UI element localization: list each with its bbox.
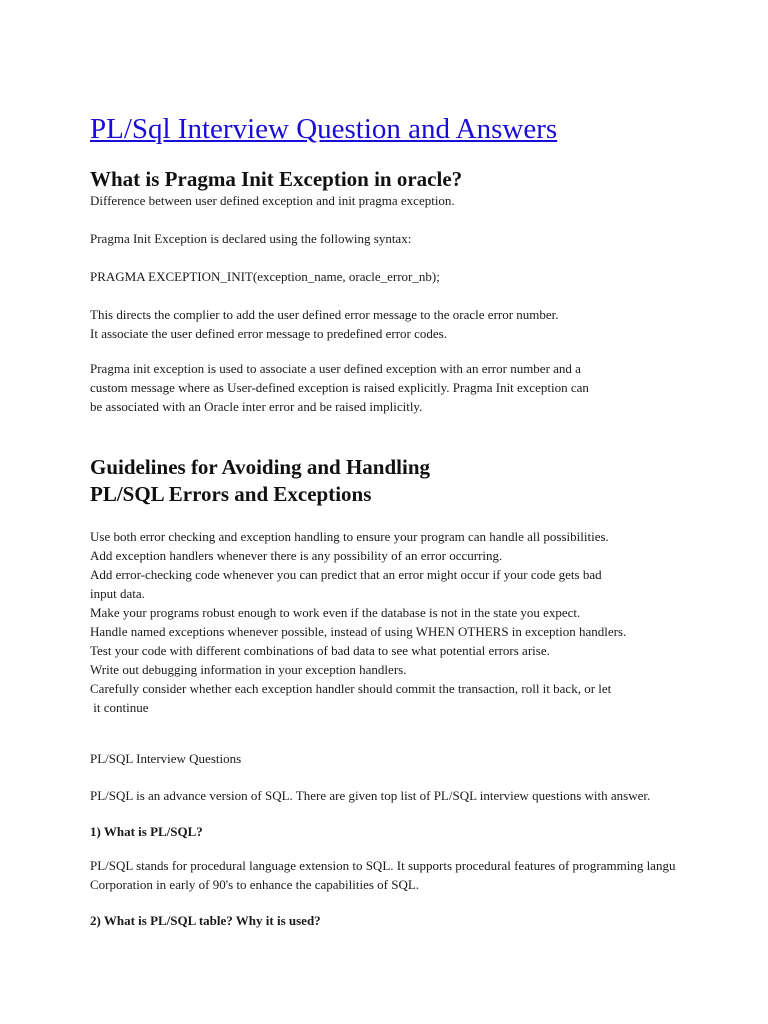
section-heading-guidelines (90, 454, 430, 508)
text-line: Pragma init exception is used to associate a user defined exception with an error number and a (90, 361, 581, 376)
guideline-line: Write out debugging information in your exception handlers. (90, 662, 407, 677)
guideline-line: Make your programs robust enough to work even if the database is not in the state you expect. (90, 605, 581, 620)
question-1: 1) What is PL/SQL? (90, 824, 203, 839)
question-2: 2) What is PL/SQL table? Why it is used? (90, 913, 321, 928)
guideline-line: Add exception handlers whenever there is any possibility of an error occurring. (90, 548, 503, 563)
text-line: It associate the user defined error message to predefined error codes. (90, 326, 447, 341)
section-heading-pragma: What is Pragma Init Exception in oracle? (90, 167, 463, 191)
section-label-interview-questions: PL/SQL Interview Questions (90, 751, 242, 766)
document-page (90, 0, 768, 1024)
paragraph-syntax: PRAGMA EXCEPTION_INIT(exception_name, oracle_error_nb); (90, 269, 440, 284)
text-line: custom message where as User-defined exception is raised explicitly. Pragma Init exception can (90, 380, 589, 395)
guidelines-list (90, 527, 626, 717)
paragraph-directs (90, 305, 559, 343)
text-line: PL/SQL stands for procedural language extension to SQL. It supports procedural features of programming langu (90, 858, 676, 873)
guideline-line: Use both error checking and exception handling to ensure your program can handle all possibilities. (90, 529, 609, 544)
paragraph-pragma-init (90, 359, 589, 416)
guideline-line: Handle named exceptions whenever possible, instead of using WHEN OTHERS in exception handlers. (90, 624, 627, 639)
guideline-line: Add error-checking code whenever you can predict that an error might occur if your code gets bad (90, 567, 602, 582)
text-line: be associated with an Oracle inter error and be raised implicitly. (90, 399, 423, 414)
text-line: This directs the complier to add the user defined error message to the oracle error number. (90, 307, 559, 322)
guideline-line: it continue (90, 700, 149, 715)
guideline-line: Carefully consider whether each exception handler should commit the transaction, roll it back, or let (90, 681, 612, 696)
guideline-line: input data. (90, 586, 145, 601)
paragraph-syntax-intro: Pragma Init Exception is declared using the following syntax: (90, 231, 412, 246)
paragraph-intro: PL/SQL is an advance version of SQL. There are given top list of PL/SQL interview questions with answer. (90, 788, 651, 803)
paragraph-difference: Difference between user defined exception and init pragma exception. (90, 193, 455, 208)
heading-line: PL/SQL Errors and Exceptions (90, 482, 372, 506)
answer-1 (90, 856, 675, 894)
guideline-line: Test your code with different combinations of bad data to see what potential errors arise. (90, 643, 550, 658)
text-line: Corporation in early of 90's to enhance the capabilities of SQL. (90, 877, 420, 892)
heading-line: Guidelines for Avoiding and Handling (90, 455, 430, 479)
document-title-link[interactable]: PL/Sql Interview Question and Answers (90, 113, 558, 145)
